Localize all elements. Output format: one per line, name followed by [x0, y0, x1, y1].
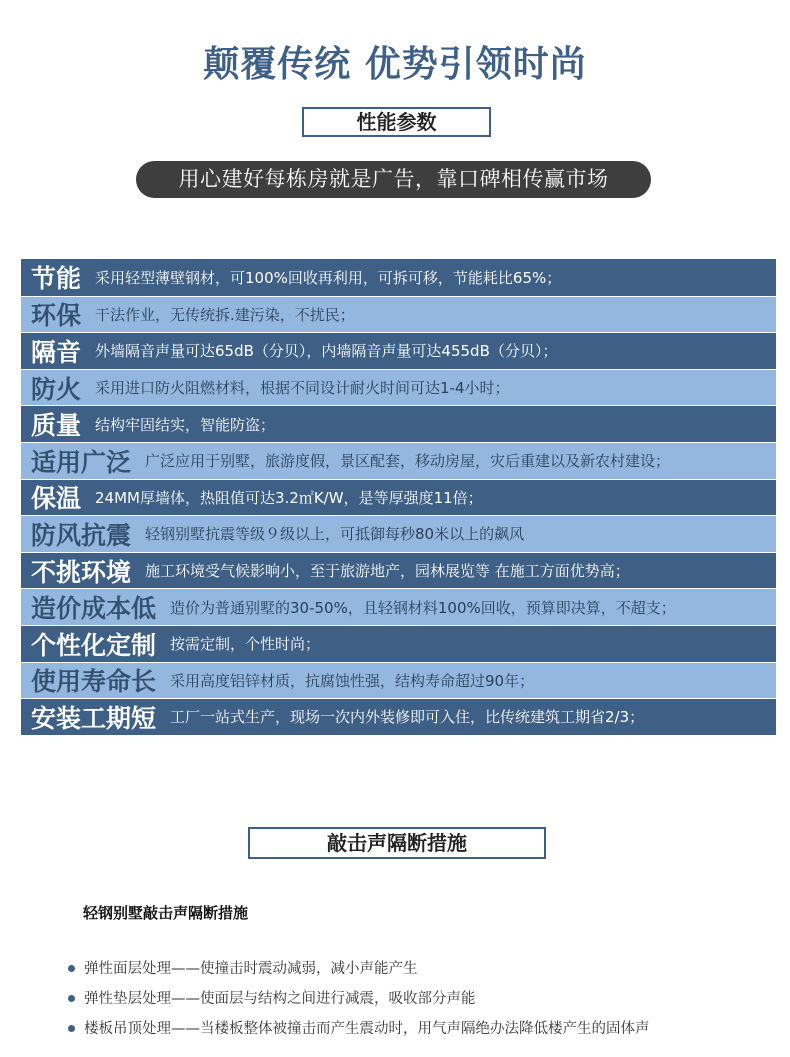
spec-row: [21, 369, 776, 406]
spec-label: 适用广泛: [31, 447, 132, 477]
spec-row: [21, 552, 776, 589]
bullet-dot-icon: [68, 965, 75, 972]
spec-row: [21, 662, 776, 699]
spec-label: 使用寿命长: [31, 667, 157, 697]
measure-text: 楼板吊顶处理——当楼板整体被撞击而产生震动时，用气声隔绝办法降低楼产生的固体声: [84, 1021, 650, 1037]
spec-label: 节能: [31, 264, 82, 294]
spec-row: [21, 296, 776, 333]
spec-description: 采用进口防火阻燃材料，根据不同设计耐火时间可达1-4小时；: [95, 379, 510, 398]
spec-description: 工厂一站式生产，现场一次内外装修即可入住，比传统建筑工期省2/3；: [170, 708, 645, 727]
spec-description: 施工环境受气候影响小，至于旅游地产，园林展览等 在施工方面优势高；: [145, 562, 630, 581]
list-item: [68, 1018, 650, 1048]
spec-description: 按需定制，个性时尚；: [170, 635, 321, 654]
sound-subtitle: 轻钢别墅敲击声隔断措施: [83, 904, 249, 922]
spec-label: 安装工期短: [31, 703, 157, 733]
measure-list: [68, 958, 650, 1048]
spec-row: [21, 515, 776, 552]
spec-description: 采用高度铝锌材质，抗腐蚀性强，结构寿命超过90年；: [170, 671, 535, 690]
measure-text: 弹性垫层处理——使面层与结构之间进行减震，吸收部分声能: [84, 991, 476, 1007]
spec-row: [21, 259, 776, 296]
section-heading-sound-isolation: 敲击声隔断措施: [248, 827, 546, 859]
spec-description: 24MM厚墙体，热阻值可达3.2㎡K/W，是等厚强度11倍；: [95, 488, 483, 507]
spec-label: 不挑环境: [31, 557, 132, 587]
spec-label: 环保: [31, 301, 82, 331]
spec-label: 防风抗震: [31, 520, 132, 550]
spec-description: 造价为普通别墅的30-50%，且轻钢材料100%回收，预算即决算，不超支；: [170, 598, 676, 617]
spec-description: 广泛应用于别墅，旅游度假，景区配套，移动房屋，灾后重建以及新农村建设；: [145, 452, 671, 471]
spec-description: 轻钢别墅抗震等级９级以上，可抵御每秒80米以上的飙风: [145, 525, 525, 544]
list-item: [68, 958, 650, 988]
spec-table: [21, 259, 776, 735]
spec-label: 质量: [31, 411, 82, 441]
spec-label: 保温: [31, 484, 82, 514]
spec-description: 外墙隔音声量可达65dB（分贝），内墙隔音声量可达455dB（分贝）；: [95, 342, 558, 361]
measure-text: 弹性面层处理——使撞击时震动减弱，减小声能产生: [84, 961, 418, 977]
spec-row: [21, 332, 776, 369]
spec-description: 结构牢固结实，智能防盗；: [95, 415, 276, 434]
spec-label: 防火: [31, 374, 82, 404]
list-item: [68, 988, 650, 1018]
bullet-dot-icon: [68, 995, 75, 1002]
spec-label: 个性化定制: [31, 630, 157, 660]
spec-row: [21, 479, 776, 516]
bullet-dot-icon: [68, 1025, 75, 1032]
spec-row: [21, 442, 776, 479]
spec-row: [21, 625, 776, 662]
section-heading-performance: 性能参数: [302, 107, 491, 137]
spec-row: [21, 588, 776, 625]
spec-row: [21, 405, 776, 442]
spec-label: 造价成本低: [31, 594, 157, 624]
page-title: 颠覆传统 优势引领时尚: [203, 44, 587, 85]
spec-description: 干法作业，无传统拆.建污染，不扰民；: [95, 305, 355, 324]
spec-label: 隔音: [31, 337, 82, 367]
spec-description: 采用轻型薄壁钢材，可100%回收再利用，可拆可移，节能耗比65%；: [95, 268, 562, 287]
spec-row: [21, 698, 776, 735]
slogan-banner: 用心建好每栋房就是广告，靠口碑相传赢市场: [136, 161, 651, 198]
